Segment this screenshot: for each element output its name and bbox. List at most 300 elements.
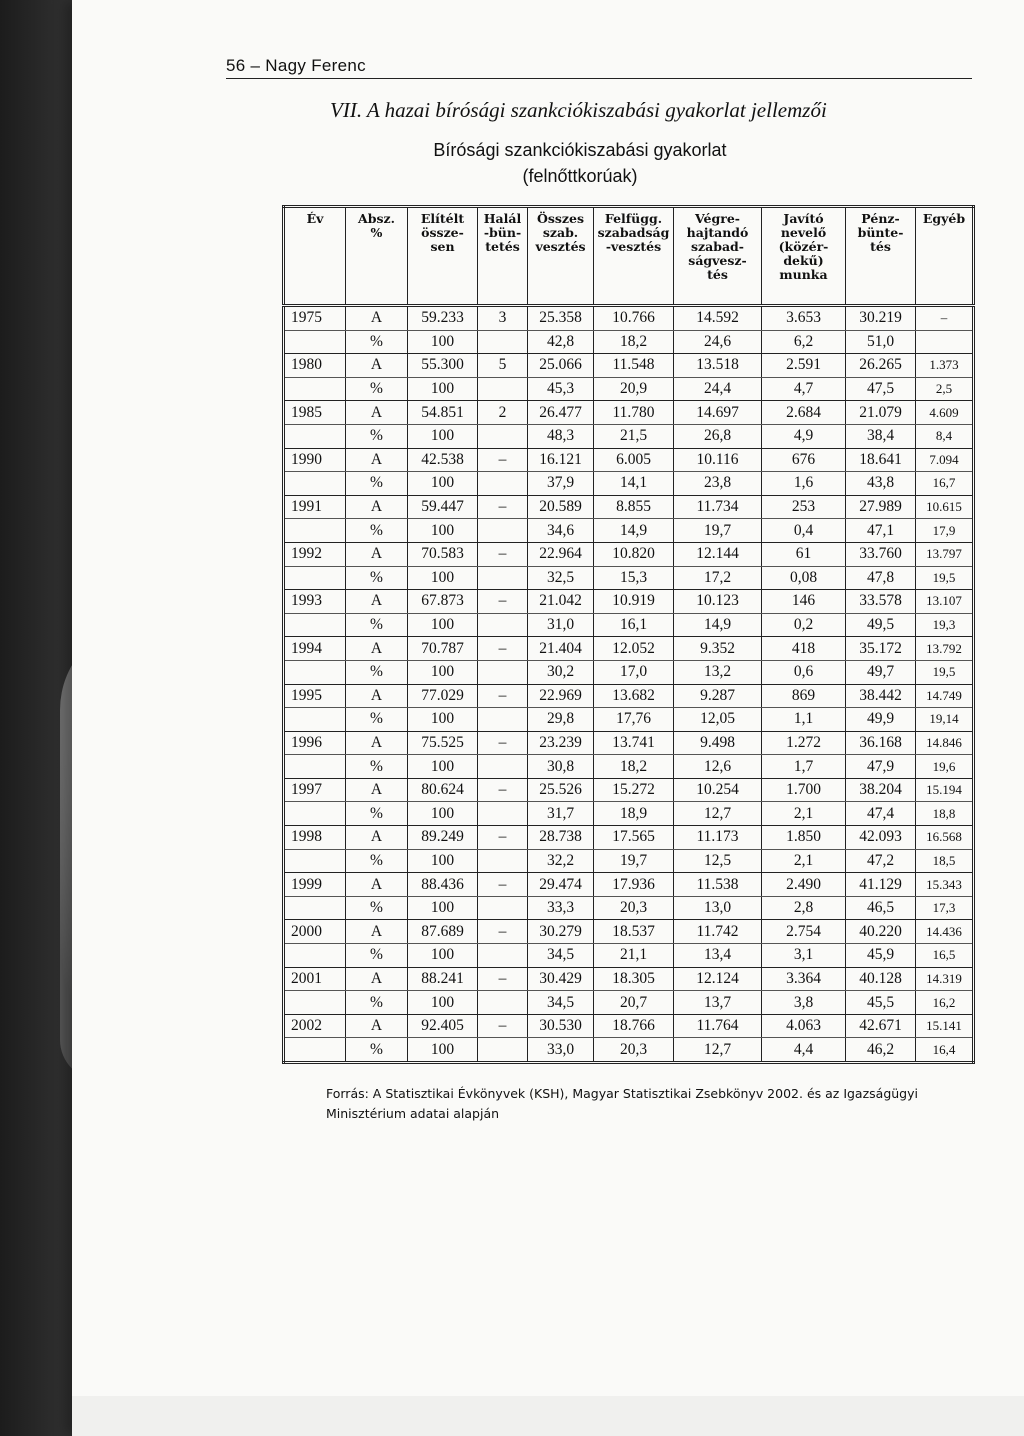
- table-cell: 47,9: [846, 755, 916, 779]
- table-cell: 18.766: [594, 1014, 674, 1038]
- table-row-absolute: [284, 306, 974, 331]
- column-header: Végre- hajtandó szabad- ságvesz- tés: [674, 207, 762, 306]
- table-cell: 38.204: [846, 778, 916, 802]
- table-cell: 23,8: [674, 472, 762, 496]
- table-cell: [478, 755, 528, 779]
- table-cell: 14.697: [674, 401, 762, 425]
- table-cell: 10.254: [674, 778, 762, 802]
- table-cell: [478, 330, 528, 354]
- table-cell: 2,5: [916, 377, 974, 401]
- table-cell: 100: [408, 708, 478, 732]
- table-cell: 47,4: [846, 802, 916, 826]
- column-header: Halál -bün- tetés: [478, 207, 528, 306]
- table-cell: 12.124: [674, 967, 762, 991]
- table-cell: 7.094: [916, 448, 974, 472]
- year-cell: [284, 613, 346, 637]
- table-cell: 30.429: [528, 967, 594, 991]
- table-cell: 11.734: [674, 495, 762, 519]
- table-cell: 100: [408, 991, 478, 1015]
- table-cell: 80.624: [408, 778, 478, 802]
- table-cell: 19,14: [916, 708, 974, 732]
- table-cell: 2.684: [762, 401, 846, 425]
- table-cell: 26.265: [846, 354, 916, 378]
- table-cell: 3.364: [762, 967, 846, 991]
- year-cell: 1996: [284, 731, 346, 755]
- table-cell: 10.123: [674, 590, 762, 614]
- table-cell: 13.107: [916, 590, 974, 614]
- table-cell: [478, 472, 528, 496]
- year-cell: [284, 802, 346, 826]
- table-cell: 27.989: [846, 495, 916, 519]
- table-title-block: [420, 137, 740, 189]
- table-cell: 30.219: [846, 306, 916, 331]
- table-cell: 12,7: [674, 802, 762, 826]
- table-cell: 29.474: [528, 873, 594, 897]
- table-cell: 869: [762, 684, 846, 708]
- table-cell: 38.442: [846, 684, 916, 708]
- table-cell: 18.537: [594, 920, 674, 944]
- table-row-absolute: [284, 495, 974, 519]
- table-cell: 4.609: [916, 401, 974, 425]
- table-cell: 5: [478, 354, 528, 378]
- table-cell: 37,9: [528, 472, 594, 496]
- table-cell: 17.565: [594, 826, 674, 850]
- table-cell: 14.846: [916, 731, 974, 755]
- table-cell: %: [346, 660, 408, 684]
- column-header: Pénz- bünte- tés: [846, 207, 916, 306]
- table-cell: 14,9: [594, 519, 674, 543]
- year-cell: 1999: [284, 873, 346, 897]
- table-cell: 9.352: [674, 637, 762, 661]
- table-cell: 12.144: [674, 542, 762, 566]
- table-cell: 14,9: [674, 613, 762, 637]
- table-cell: [478, 896, 528, 920]
- table-cell: 14.749: [916, 684, 974, 708]
- table-cell: 67.873: [408, 590, 478, 614]
- table-cell: 2,8: [762, 896, 846, 920]
- table-cell: 100: [408, 613, 478, 637]
- table-cell: –: [916, 306, 974, 331]
- table-cell: 49,7: [846, 660, 916, 684]
- table-cell: 12.052: [594, 637, 674, 661]
- table-row-absolute: [284, 873, 974, 897]
- table-cell: 42.538: [408, 448, 478, 472]
- year-cell: 1992: [284, 542, 346, 566]
- table-cell: 34,6: [528, 519, 594, 543]
- table-cell: 0,6: [762, 660, 846, 684]
- table-cell: 24,6: [674, 330, 762, 354]
- table-row-absolute: [284, 920, 974, 944]
- table-row-absolute: [284, 637, 974, 661]
- table-cell: 13,4: [674, 944, 762, 968]
- table-cell: 77.029: [408, 684, 478, 708]
- table-cell: 23.239: [528, 731, 594, 755]
- table-cell: 88.241: [408, 967, 478, 991]
- table-cell: –: [478, 1014, 528, 1038]
- table-cell: 17,3: [916, 896, 974, 920]
- table-cell: 1.373: [916, 354, 974, 378]
- table-cell: %: [346, 708, 408, 732]
- column-header: Javító nevelő (közér- dekű) munka: [762, 207, 846, 306]
- table-cell: 16,4: [916, 1038, 974, 1063]
- table-cell: 20,3: [594, 1038, 674, 1063]
- year-cell: [284, 660, 346, 684]
- table-row-absolute: [284, 967, 974, 991]
- year-cell: 1995: [284, 684, 346, 708]
- year-cell: [284, 755, 346, 779]
- table-cell: 47,8: [846, 566, 916, 590]
- table-cell: 0,08: [762, 566, 846, 590]
- year-cell: 2002: [284, 1014, 346, 1038]
- table-cell: A: [346, 967, 408, 991]
- table-row-absolute: [284, 354, 974, 378]
- table-cell: 2.591: [762, 354, 846, 378]
- table-cell: 31,0: [528, 613, 594, 637]
- table-cell: 100: [408, 849, 478, 873]
- table-cell: [478, 849, 528, 873]
- table-cell: 70.583: [408, 542, 478, 566]
- table-cell: 10.615: [916, 495, 974, 519]
- table-cell: 26.477: [528, 401, 594, 425]
- table-cell: 11.538: [674, 873, 762, 897]
- table-cell: 21.042: [528, 590, 594, 614]
- table-cell: A: [346, 920, 408, 944]
- year-cell: [284, 519, 346, 543]
- table-cell: 1.850: [762, 826, 846, 850]
- table-cell: 42.671: [846, 1014, 916, 1038]
- table-cell: 40.220: [846, 920, 916, 944]
- table-cell: 100: [408, 755, 478, 779]
- table-cell: –: [478, 684, 528, 708]
- table-cell: 46,5: [846, 896, 916, 920]
- table-cell: A: [346, 401, 408, 425]
- table-cell: %: [346, 849, 408, 873]
- table-cell: 25.358: [528, 306, 594, 331]
- table-cell: –: [478, 967, 528, 991]
- table-cell: –: [478, 448, 528, 472]
- year-cell: 1993: [284, 590, 346, 614]
- table-cell: 45,9: [846, 944, 916, 968]
- table-cell: 36.168: [846, 731, 916, 755]
- table-cell: 14.592: [674, 306, 762, 331]
- table-cell: 2,1: [762, 849, 846, 873]
- table-cell: %: [346, 944, 408, 968]
- table-cell: A: [346, 778, 408, 802]
- table-cell: 47,5: [846, 377, 916, 401]
- table-header-row: [284, 207, 974, 306]
- table-cell: 21.079: [846, 401, 916, 425]
- table-cell: 100: [408, 566, 478, 590]
- table-cell: 11.780: [594, 401, 674, 425]
- table-cell: –: [478, 778, 528, 802]
- table-cell: 11.548: [594, 354, 674, 378]
- table-cell: A: [346, 826, 408, 850]
- table-cell: 30.530: [528, 1014, 594, 1038]
- table-cell: 30,2: [528, 660, 594, 684]
- table-cell: 45,3: [528, 377, 594, 401]
- table-cell: 54.851: [408, 401, 478, 425]
- table-cell: 13.797: [916, 542, 974, 566]
- year-cell: [284, 566, 346, 590]
- table-cell: 70.787: [408, 637, 478, 661]
- table-cell: 18.305: [594, 967, 674, 991]
- table-cell: 19,5: [916, 660, 974, 684]
- table-cell: 43,8: [846, 472, 916, 496]
- year-cell: [284, 944, 346, 968]
- column-header: Összes szab. vesztés: [528, 207, 594, 306]
- table-cell: 2,1: [762, 802, 846, 826]
- table-cell: 2.754: [762, 920, 846, 944]
- year-cell: [284, 472, 346, 496]
- column-header: Év: [284, 207, 346, 306]
- sentencing-table: [282, 205, 975, 1064]
- table-cell: 45,5: [846, 991, 916, 1015]
- table-cell: 100: [408, 519, 478, 543]
- table-cell: 11.742: [674, 920, 762, 944]
- table-cell: 4.063: [762, 1014, 846, 1038]
- table-cell: –: [478, 920, 528, 944]
- table-cell: 24,4: [674, 377, 762, 401]
- table-cell: 18,9: [594, 802, 674, 826]
- table-cell: 17,0: [594, 660, 674, 684]
- table-cell: –: [478, 731, 528, 755]
- table-cell: 49,5: [846, 613, 916, 637]
- table-cell: 92.405: [408, 1014, 478, 1038]
- table-cell: %: [346, 330, 408, 354]
- table-row-percent: [284, 472, 974, 496]
- table-cell: 10.766: [594, 306, 674, 331]
- table-cell: 33,0: [528, 1038, 594, 1063]
- year-cell: 1994: [284, 637, 346, 661]
- table-row-absolute: [284, 590, 974, 614]
- table-cell: 12,7: [674, 1038, 762, 1063]
- table-cell: 12,6: [674, 755, 762, 779]
- table-cell: 88.436: [408, 873, 478, 897]
- table-row-percent: [284, 330, 974, 354]
- table-cell: 2.490: [762, 873, 846, 897]
- table-cell: 15.343: [916, 873, 974, 897]
- table-cell: 19,6: [916, 755, 974, 779]
- table-cell: 12,5: [674, 849, 762, 873]
- table-cell: 10.820: [594, 542, 674, 566]
- table-cell: 1.272: [762, 731, 846, 755]
- table-cell: 11.764: [674, 1014, 762, 1038]
- table-cell: 16.568: [916, 826, 974, 850]
- table-cell: 48,3: [528, 424, 594, 448]
- table-cell: 30.279: [528, 920, 594, 944]
- table-cell: 40.128: [846, 967, 916, 991]
- table-cell: 11.173: [674, 826, 762, 850]
- year-cell: [284, 896, 346, 920]
- table-cell: 18,5: [916, 849, 974, 873]
- table-cell: –: [478, 542, 528, 566]
- table-cell: 1,7: [762, 755, 846, 779]
- table-cell: [478, 708, 528, 732]
- table-cell: 100: [408, 424, 478, 448]
- table-cell: [478, 991, 528, 1015]
- table-row-percent: [284, 613, 974, 637]
- table-cell: A: [346, 590, 408, 614]
- table-cell: 253: [762, 495, 846, 519]
- table-row-absolute: [284, 684, 974, 708]
- table-cell: 0,4: [762, 519, 846, 543]
- table-cell: 1,1: [762, 708, 846, 732]
- table-cell: 17,76: [594, 708, 674, 732]
- table-cell: 9.498: [674, 731, 762, 755]
- table-cell: 21.404: [528, 637, 594, 661]
- table-cell: 31,7: [528, 802, 594, 826]
- table-cell: 20,9: [594, 377, 674, 401]
- table-cell: 89.249: [408, 826, 478, 850]
- year-cell: [284, 377, 346, 401]
- table-cell: 19,7: [594, 849, 674, 873]
- table-cell: 19,5: [916, 566, 974, 590]
- table-cell: 46,2: [846, 1038, 916, 1063]
- table-cell: 8,4: [916, 424, 974, 448]
- table-cell: 100: [408, 377, 478, 401]
- table-cell: 61: [762, 542, 846, 566]
- table-row-percent: [284, 1038, 974, 1063]
- year-cell: [284, 1038, 346, 1063]
- table-cell: 32,5: [528, 566, 594, 590]
- table-cell: 4,4: [762, 1038, 846, 1063]
- table-cell: 17,9: [916, 519, 974, 543]
- table-cell: 55.300: [408, 354, 478, 378]
- table-cell: 1,6: [762, 472, 846, 496]
- year-cell: [284, 849, 346, 873]
- table-cell: 34,5: [528, 944, 594, 968]
- table-cell: 22.964: [528, 542, 594, 566]
- source-note: Forrás: A Statisztikai Évkönyvek (KSH), Magyar Statisztikai Zsebkönyv 2002. és az Igazságügyi Minisztérium adatai alapján: [326, 1086, 918, 1121]
- table-cell: 19,7: [674, 519, 762, 543]
- table-cell: 26,8: [674, 424, 762, 448]
- table-cell: –: [478, 495, 528, 519]
- table-body: [284, 306, 974, 1063]
- table-cell: 15.141: [916, 1014, 974, 1038]
- table-cell: A: [346, 873, 408, 897]
- table-cell: 15,3: [594, 566, 674, 590]
- table-cell: [478, 377, 528, 401]
- table-cell: [478, 424, 528, 448]
- year-cell: 1980: [284, 354, 346, 378]
- table-cell: 13.682: [594, 684, 674, 708]
- table-cell: 13.741: [594, 731, 674, 755]
- year-cell: 1975: [284, 306, 346, 331]
- table-cell: 17,2: [674, 566, 762, 590]
- table-cell: 18,2: [594, 330, 674, 354]
- table-cell: A: [346, 448, 408, 472]
- year-cell: 2001: [284, 967, 346, 991]
- table-cell: 47,1: [846, 519, 916, 543]
- table-cell: 59.447: [408, 495, 478, 519]
- table-cell: 34,5: [528, 991, 594, 1015]
- table-row-percent: [284, 377, 974, 401]
- table-cell: %: [346, 755, 408, 779]
- table-cell: 20.589: [528, 495, 594, 519]
- table-cell: 100: [408, 944, 478, 968]
- table-cell: A: [346, 306, 408, 331]
- table-row-percent: [284, 991, 974, 1015]
- table-cell: 14.436: [916, 920, 974, 944]
- table-subtitle: (felnőttkorúak): [522, 166, 638, 186]
- table-cell: 16,7: [916, 472, 974, 496]
- year-cell: [284, 424, 346, 448]
- table-cell: %: [346, 566, 408, 590]
- table-cell: 32,2: [528, 849, 594, 873]
- table-cell: %: [346, 991, 408, 1015]
- table-cell: 3.653: [762, 306, 846, 331]
- table-cell: 16,5: [916, 944, 974, 968]
- table-cell: 16,2: [916, 991, 974, 1015]
- table-cell: A: [346, 1014, 408, 1038]
- table-row-absolute: [284, 826, 974, 850]
- year-cell: [284, 708, 346, 732]
- table-cell: 29,8: [528, 708, 594, 732]
- table-cell: 100: [408, 660, 478, 684]
- table-cell: %: [346, 802, 408, 826]
- table-cell: 4,9: [762, 424, 846, 448]
- column-header: Absz. %: [346, 207, 408, 306]
- table-row-percent: [284, 944, 974, 968]
- table-cell: 42,8: [528, 330, 594, 354]
- table-cell: 16.121: [528, 448, 594, 472]
- table-cell: 12,05: [674, 708, 762, 732]
- table-cell: 18,2: [594, 755, 674, 779]
- table-cell: 6,2: [762, 330, 846, 354]
- table-cell: A: [346, 684, 408, 708]
- table-cell: 14.319: [916, 967, 974, 991]
- year-cell: [284, 330, 346, 354]
- table-cell: 17.936: [594, 873, 674, 897]
- table-cell: 51,0: [846, 330, 916, 354]
- table-cell: [478, 944, 528, 968]
- table-cell: 25.526: [528, 778, 594, 802]
- table-cell: 22.969: [528, 684, 594, 708]
- table-cell: %: [346, 377, 408, 401]
- table-cell: %: [346, 472, 408, 496]
- table-cell: 15.194: [916, 778, 974, 802]
- table-cell: 13,2: [674, 660, 762, 684]
- column-header: Elítélt össze- sen: [408, 207, 478, 306]
- page-bottom-shade: [72, 1396, 1024, 1436]
- table-cell: –: [478, 590, 528, 614]
- table-row-absolute: [284, 778, 974, 802]
- table-cell: 6.005: [594, 448, 674, 472]
- table-cell: [478, 802, 528, 826]
- table-cell: 100: [408, 896, 478, 920]
- table-cell: [478, 613, 528, 637]
- table-cell: –: [478, 873, 528, 897]
- chapter-title: VII. A hazai bírósági szankciókiszabási gyakorlat jellemzői: [330, 98, 827, 122]
- table-cell: 33,3: [528, 896, 594, 920]
- table-cell: [478, 566, 528, 590]
- table-row-percent: [284, 660, 974, 684]
- year-cell: 1998: [284, 826, 346, 850]
- table-cell: 33.760: [846, 542, 916, 566]
- table-row-percent: [284, 849, 974, 873]
- table-cell: 30,8: [528, 755, 594, 779]
- table-cell: 18,8: [916, 802, 974, 826]
- year-cell: 2000: [284, 920, 346, 944]
- table-cell: –: [478, 637, 528, 661]
- table-cell: [478, 1038, 528, 1063]
- table-cell: 47,2: [846, 849, 916, 873]
- table-cell: 21,1: [594, 944, 674, 968]
- table-cell: 20,7: [594, 991, 674, 1015]
- table-cell: 21,5: [594, 424, 674, 448]
- table-cell: 3: [478, 306, 528, 331]
- table-cell: 10.919: [594, 590, 674, 614]
